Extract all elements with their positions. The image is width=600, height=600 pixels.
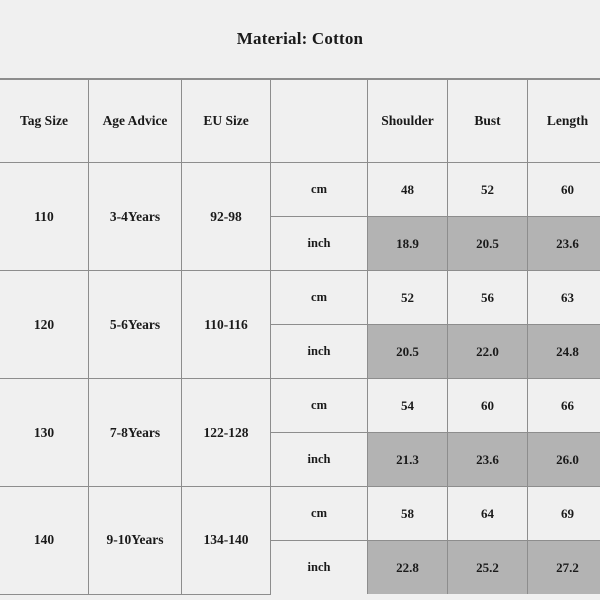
cell-shoulder-cm: 58 — [368, 487, 448, 541]
column-header-bust: Bust — [448, 80, 528, 163]
column-header-eu-size: EU Size — [182, 80, 271, 163]
table-row — [0, 379, 600, 433]
cell-bust-cm: 56 — [448, 271, 528, 325]
table-row — [0, 163, 600, 217]
cell-unit-cm: cm — [271, 487, 368, 541]
cell-bust-inch: 22.0 — [448, 325, 528, 379]
column-header-age-advice: Age Advice — [89, 80, 182, 163]
cell-eu-size: 122-128 — [182, 379, 271, 487]
cell-tag-size: 120 — [0, 271, 89, 379]
column-header-shoulder: Shoulder — [368, 80, 448, 163]
cell-length-cm: 60 — [528, 163, 600, 217]
cell-length-inch: 24.8 — [528, 325, 600, 379]
cell-unit-cm: cm — [271, 379, 368, 433]
cell-unit-inch: inch — [271, 217, 368, 271]
table-body — [0, 163, 600, 595]
cell-tag-size: 110 — [0, 163, 89, 271]
cell-tag-size: 130 — [0, 379, 89, 487]
cell-bust-inch: 20.5 — [448, 217, 528, 271]
cell-length-cm: 63 — [528, 271, 600, 325]
cell-eu-size: 92-98 — [182, 163, 271, 271]
cell-shoulder-cm: 52 — [368, 271, 448, 325]
cell-age-advice: 5-6Years — [89, 271, 182, 379]
cell-length-inch: 23.6 — [528, 217, 600, 271]
cell-bust-cm: 60 — [448, 379, 528, 433]
cell-unit-cm: cm — [271, 163, 368, 217]
cell-length-inch: 27.2 — [528, 541, 600, 595]
cell-bust-inch: 23.6 — [448, 433, 528, 487]
title-bar — [0, 0, 600, 79]
cell-length-cm: 66 — [528, 379, 600, 433]
cell-unit-cm: cm — [271, 271, 368, 325]
cell-unit-inch: inch — [271, 433, 368, 487]
column-header-tag-size: Tag Size — [0, 80, 89, 163]
cell-bust-cm: 64 — [448, 487, 528, 541]
column-header-unit — [271, 80, 368, 163]
cell-bust-cm: 52 — [448, 163, 528, 217]
cell-shoulder-inch: 22.8 — [368, 541, 448, 595]
cell-length-inch: 26.0 — [528, 433, 600, 487]
cell-eu-size: 110-116 — [182, 271, 271, 379]
cell-age-advice: 9-10Years — [89, 487, 182, 595]
cell-bust-inch: 25.2 — [448, 541, 528, 595]
cell-age-advice: 7-8Years — [89, 379, 182, 487]
page-title: Material: Cotton — [236, 29, 364, 48]
cell-unit-inch: inch — [271, 325, 368, 379]
cell-shoulder-cm: 48 — [368, 163, 448, 217]
size-chart-table — [0, 79, 600, 595]
cell-length-cm: 69 — [528, 487, 600, 541]
table-header-row — [0, 80, 600, 163]
table-row — [0, 271, 600, 325]
cell-age-advice: 3-4Years — [89, 163, 182, 271]
table-header — [0, 80, 600, 163]
cell-shoulder-inch: 18.9 — [368, 217, 448, 271]
table-row — [0, 487, 600, 541]
cell-shoulder-cm: 54 — [368, 379, 448, 433]
column-header-length: Length — [528, 80, 600, 163]
cell-tag-size: 140 — [0, 487, 89, 595]
cell-shoulder-inch: 21.3 — [368, 433, 448, 487]
cell-eu-size: 134-140 — [182, 487, 271, 595]
cell-unit-inch: inch — [271, 541, 368, 595]
cell-shoulder-inch: 20.5 — [368, 325, 448, 379]
